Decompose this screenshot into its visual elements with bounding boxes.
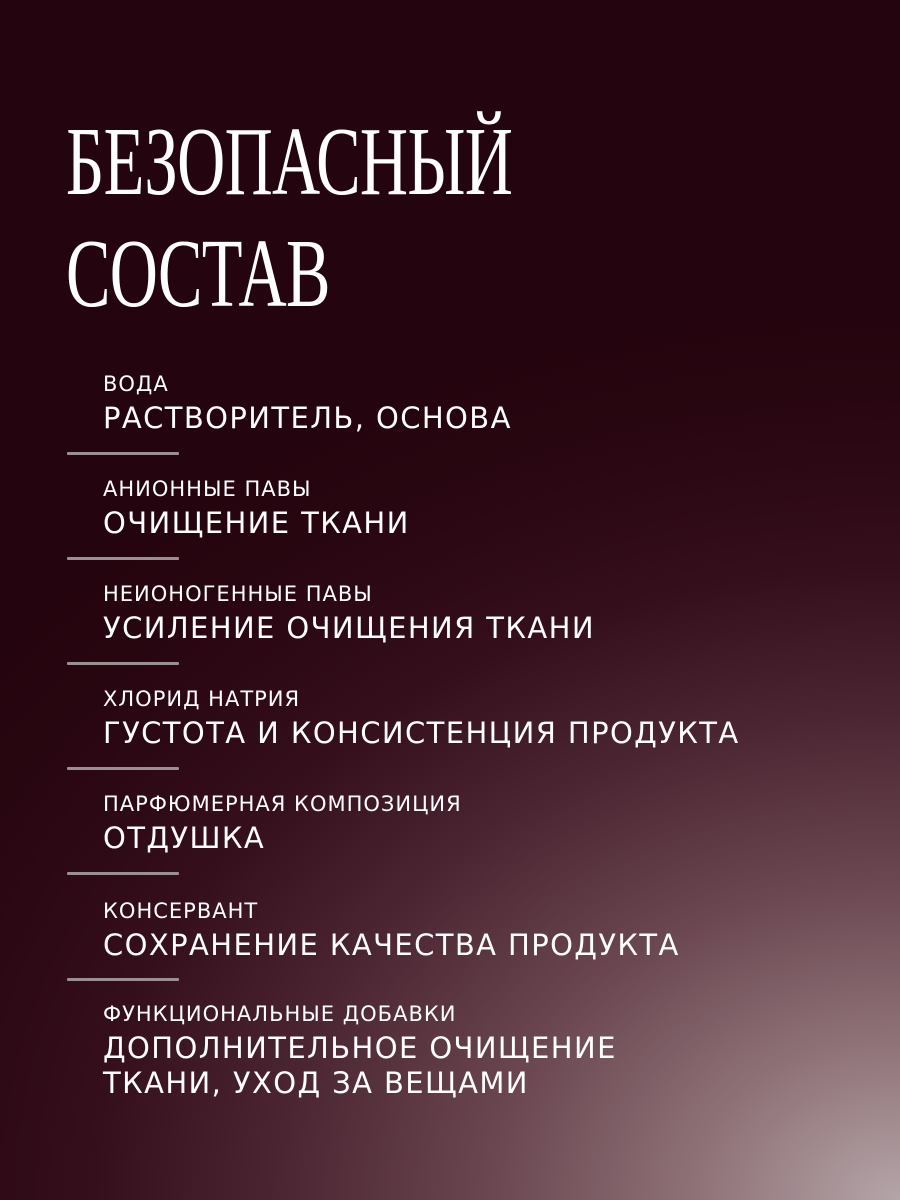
ingredient-name: ФУНКЦИОНАЛЬНЫЕ ДОБАВКИ [103,1002,457,1026]
divider-line [67,767,179,770]
ingredient-description: РАСТВОРИТЕЛЬ, ОСНОВА [103,401,512,435]
ingredient-item-preservative [103,898,883,963]
ingredient-description: ОТДУШКА [103,821,266,855]
divider-line [67,662,179,665]
divider-line [67,452,179,455]
divider-line [67,872,179,875]
ingredient-item-nonionic-surfactants [103,581,883,646]
ingredient-item-anionic-surfactants [103,476,883,541]
divider-line [67,978,179,981]
ingredient-name: АНИОННЫЕ ПАВЫ [103,477,312,501]
ingredient-item-water [103,371,883,436]
divider-line [67,557,179,560]
ingredient-description: УСИЛЕНИЕ ОЧИЩЕНИЯ ТКАНИ [103,611,595,645]
ingredient-item-sodium-chloride [103,686,883,751]
page-title-line-1: БЕЗОПАСНЫЙ [66,108,513,216]
ingredient-description: ОЧИЩЕНИЕ ТКАНИ [103,506,410,540]
ingredient-name: НЕИОНОГЕННЫЕ ПАВЫ [103,582,373,606]
ingredient-description: ГУСТОТА И КОНСИСТЕНЦИЯ ПРОДУКТА [103,716,740,750]
ingredient-item-functional-additives [103,1001,663,1101]
ingredient-item-fragrance [103,791,883,856]
ingredient-name: ХЛОРИД НАТРИЯ [103,687,301,711]
ingredient-name: КОНСЕРВАНТ [103,899,259,923]
ingredient-description: ДОПОЛНИТЕЛЬНОЕ ОЧИЩЕНИЕ ТКАНИ, УХОД ЗА ВЕЩАМИ [103,1031,617,1100]
page-title-line-2: СОСТАВ [66,220,330,328]
ingredient-description: СОХРАНЕНИЕ КАЧЕСТВА ПРОДУКТА [103,928,680,962]
ingredient-name: ВОДА [103,372,169,396]
ingredient-name: ПАРФЮМЕРНАЯ КОМПОЗИЦИЯ [103,792,462,816]
